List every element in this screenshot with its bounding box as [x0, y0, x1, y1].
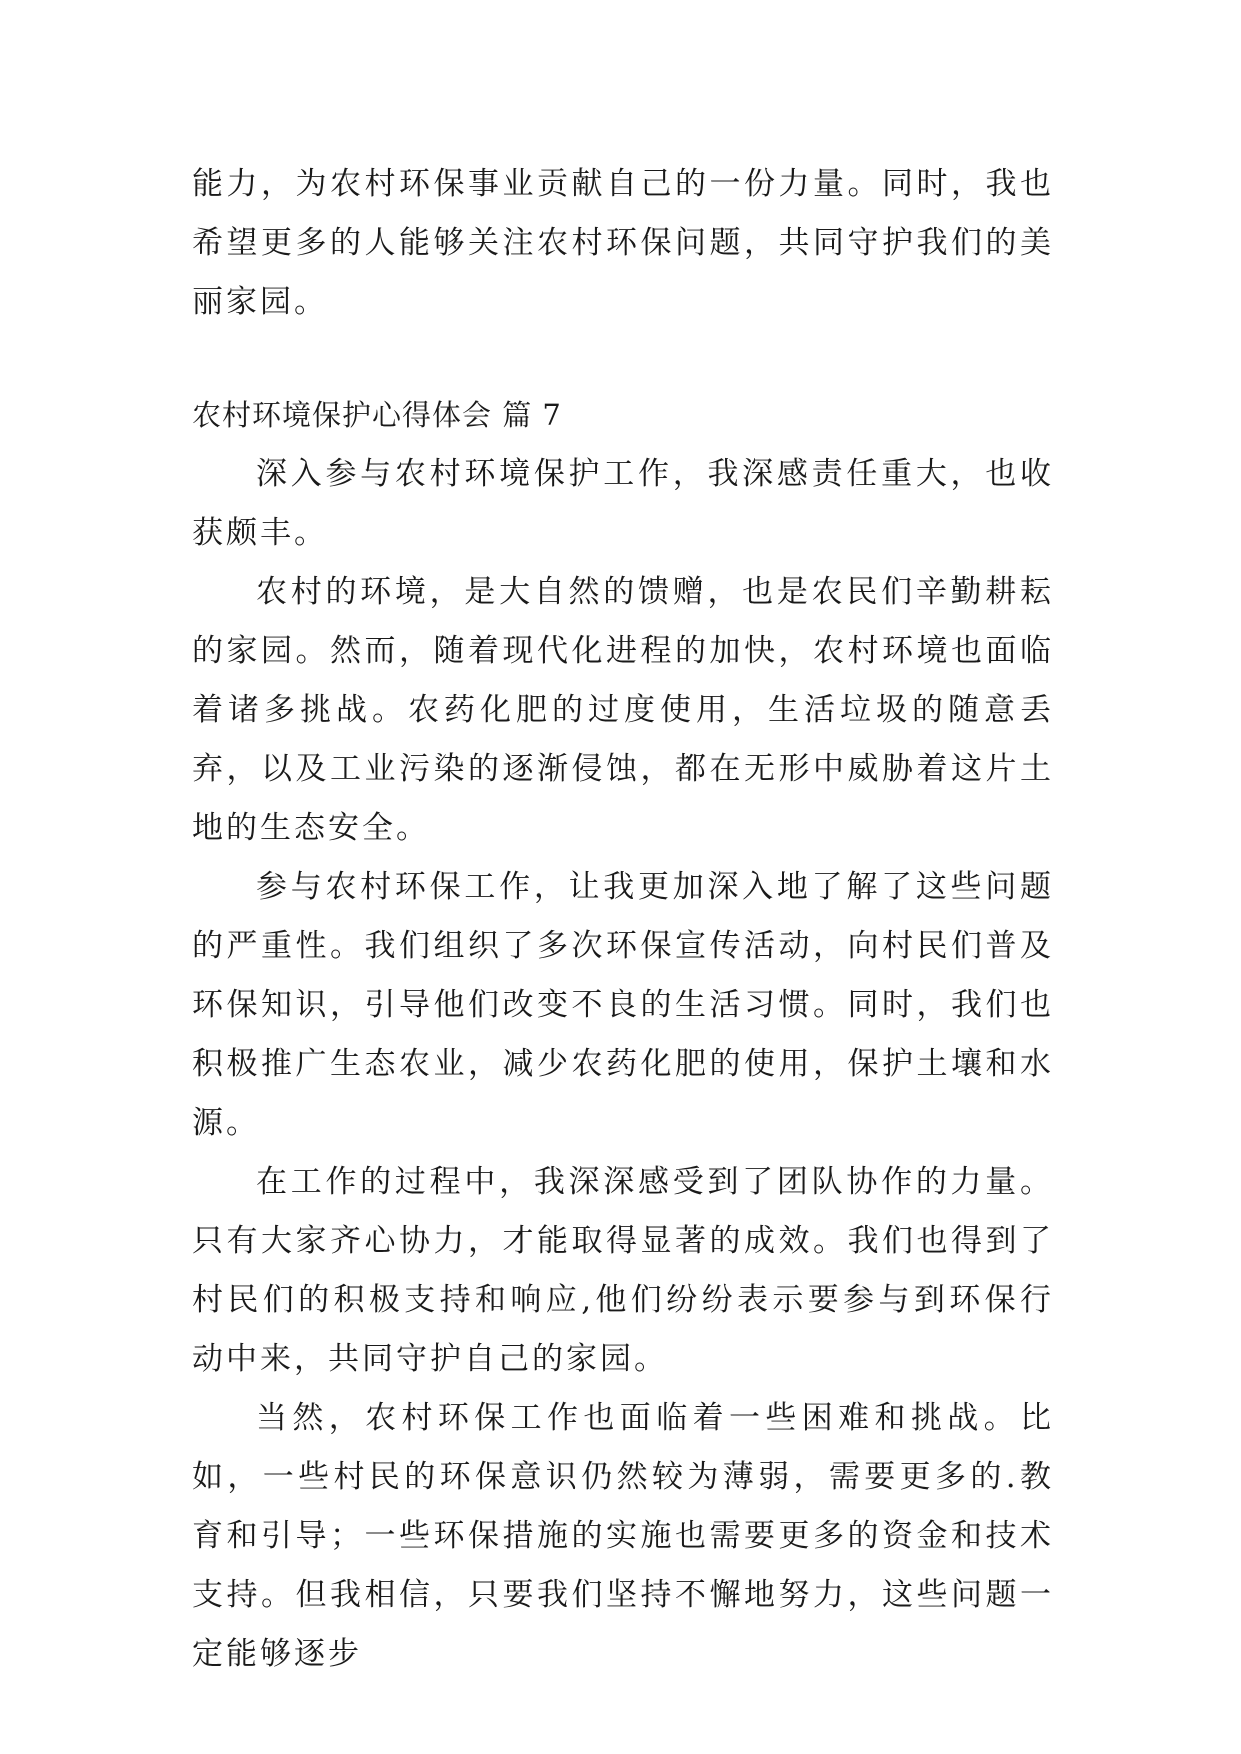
document-body — [192, 155, 1054, 1684]
paragraph-5: 当然，农村环保工作也面临着一些困难和挑战。比如，一些村民的环保意识仍然较为薄弱，需要更多的.教育和引导；一些环保措施的实施也需要更多的资金和技术支持。但我相信，只要我们坚持不懈地努力，这些问题一定能够逐步 — [192, 1400, 1054, 1672]
continued-paragraph: 能力，为农村环保事业贡献自己的一份力量。同时，我也希望更多的人能够关注农村环保问题，共同守护我们的美丽家园。 — [192, 166, 1054, 320]
section-title: 农村环境保护心得体会 篇 7 — [192, 398, 562, 432]
paragraph-4: 在工作的过程中，我深深感受到了团队协作的力量。只有大家齐心协力，才能取得显著的成效。我们也得到了村民们的积极支持和响应,他们纷纷表示要参与到环保行动中来，共同守护自己的家园。 — [192, 1164, 1054, 1377]
paragraph-2: 农村的环境，是大自然的馈赠，也是农民们辛勤耕耘的家园。然而，随着现代化进程的加快，农村环境也面临着诸多挑战。农药化肥的过度使用，生活垃圾的随意丢弃，以及工业污染的逐渐侵蚀，都在无形中威胁着这片土地的生态安全。 — [192, 574, 1054, 846]
paragraph-1: 深入参与农村环境保护工作，我深感责任重大，也收获颇丰。 — [192, 456, 1054, 551]
paragraph-3: 参与农村环保工作，让我更加深入地了解了这些问题的严重性。我们组织了多次环保宣传活动，向村民们普及环保知识，引导他们改变不良的生活习惯。同时，我们也积极推广生态农业，减少农药化肥的使用，保护土壤和水源。 — [192, 869, 1054, 1141]
